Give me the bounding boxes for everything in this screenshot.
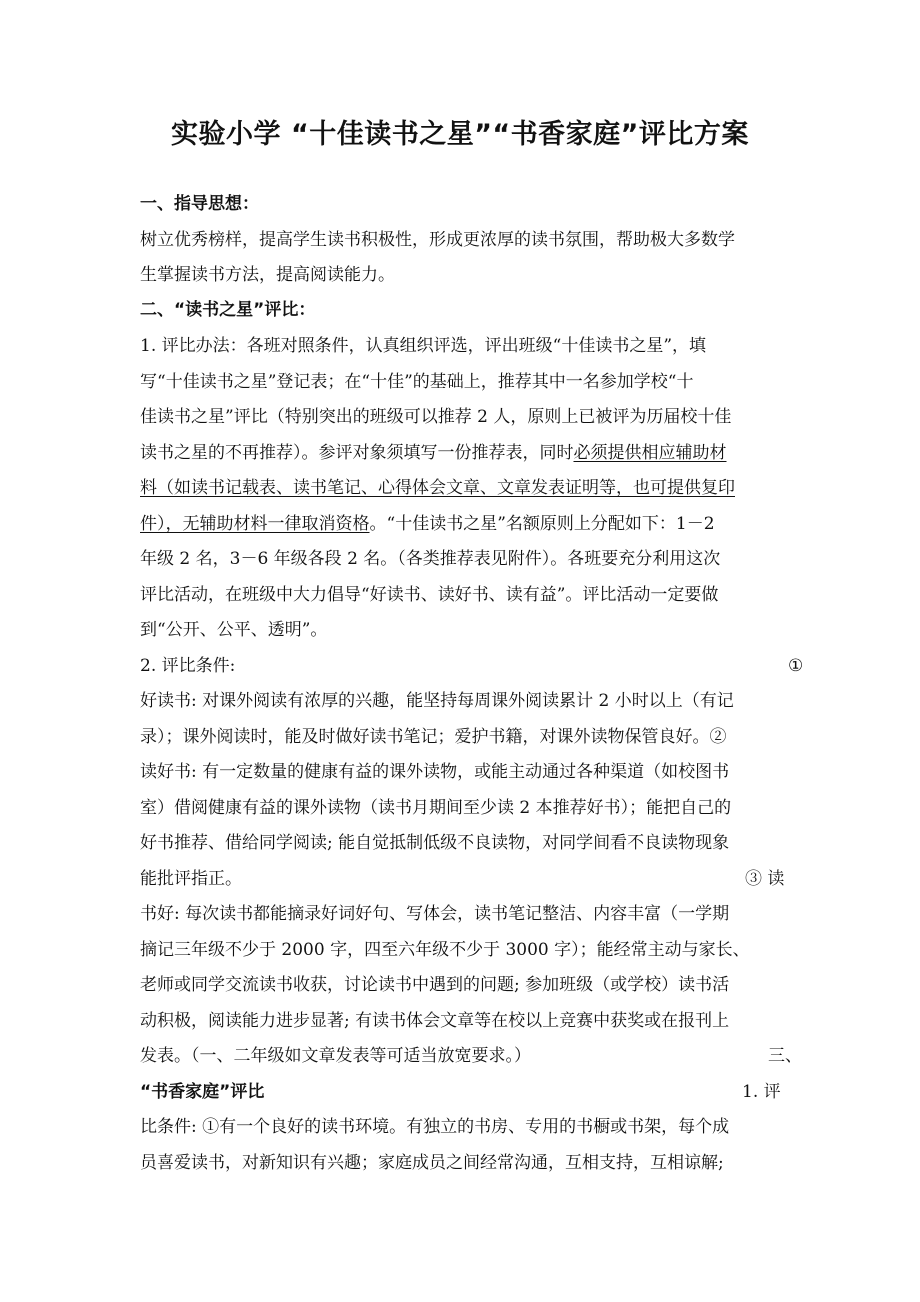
paragraph-line: 写“十佳读书之星”登记表；在“十佳”的基础上，推荐其中一名参加学校“十 (140, 372, 694, 392)
paragraph-line: 书好: 每次读书都能摘录好词好句、写体会，读书笔记整洁、内容丰富（一学期 (140, 904, 730, 924)
paragraph-line: 摘记三年级不少于 2000 字，四至六年级不少于 3000 字）；能经常主动与家长、 (140, 940, 750, 960)
underlined-requirement: 料（如读书记载表、读书笔记、心得体会文章、文章发表证明等，也可提供复印 (140, 478, 735, 498)
paragraph-line: 比条件: ①有一个良好的读书环境。有独立的书房、专用的书橱或书架，每个成 (140, 1117, 730, 1137)
paragraph-line: 树立优秀榜样，提高学生读书积极性，形成更浓厚的读书氛围，帮助极大多数学 (140, 230, 735, 250)
paragraph-line: 能批评指正。 (140, 869, 242, 889)
underlined-requirement: 件），无辅助材料一律取消资格 (140, 514, 370, 534)
paragraph-line: 1. 评比办法：各班对照条件，认真组织评选，评出班级“十佳读书之星”，填 (140, 336, 707, 356)
paragraph-line: 动积极，阅读能力进步显著; 有读书体会文章等在校以上竞赛中获奖或在报刊上 (140, 1011, 730, 1031)
paragraph-line: 员喜爱读书，对新知识有兴趣；家庭成员之间经常沟通，互相支持，互相谅解; (140, 1153, 724, 1173)
section-heading-guiding-thought: 一、指导思想： (140, 194, 259, 214)
section-number: 三、 (768, 1046, 802, 1066)
underlined-requirement: 必须提供相应辅助材 (573, 443, 727, 463)
paragraph-line: 生掌握读书方法，提高阅读能力。 (140, 265, 395, 285)
paragraph-line: 老师或同学交流读书收获，讨论读书中遇到的问题; 参加班级（或学校）读书活 (140, 975, 730, 995)
paragraph-line (140, 443, 727, 463)
paragraph-line: 读好书: 有一定数量的健康有益的课外读物，或能主动通过各种渠道（如校图书 (140, 762, 730, 782)
list-marker: 1. 评 (742, 1082, 781, 1102)
section-heading-scholarly-family: “书香家庭”评比 (140, 1082, 265, 1102)
paragraph-line: 好书推荐、借给同学阅读; 能自觉抵制低级不良读物，对同学间看不良读物现象 (140, 833, 730, 853)
paragraph-line: 佳读书之星”评比（特别突出的班级可以推荐 2 人，原则上已被评为历届校十佳 (140, 407, 732, 427)
page-title: 实验小学 “十佳读书之星”“书香家庭”评比方案 (171, 119, 749, 150)
paragraph-line: 年级 2 名，3－6 年级各段 2 名。（各类推荐表见附件）。各班要充分利用这次 (140, 549, 721, 569)
list-marker: ③ 读 (745, 869, 785, 889)
section-heading-reading-star: 二、“读书之星”评比： (140, 300, 316, 320)
paragraph-line: 发表。（一、二年级如文章发表等可适当放宽要求。） (140, 1046, 531, 1066)
paragraph-line: 好读书: 对课外阅读有浓厚的兴趣，能坚持每周课外阅读累计 2 小时以上（有记 (140, 691, 734, 711)
paragraph-line: 室）借阅健康有益的课外读物（读书月期间至少读 2 本推荐好书）；能把自己的 (140, 798, 732, 818)
paragraph-line: 录）；课外阅读时，能及时做好读书笔记；爱护书籍，对课外读物保管良好。② (140, 727, 727, 747)
paragraph-line (140, 514, 715, 534)
list-marker: ① (788, 656, 804, 676)
paragraph-line: 2. 评比条件: (140, 656, 236, 676)
text-span: 。“十佳读书之星”名额原则上分配如下：1－2 (369, 514, 715, 534)
text-span: 读书之星的不再推荐）。参评对象须填写一份推荐表，同时 (140, 443, 574, 463)
paragraph-line: 评比活动，在班级中大力倡导“好读书、读好书、读有益”。评比活动一定要做 (140, 585, 719, 605)
paragraph-line: 到“公开、公平、透明”。 (140, 620, 328, 640)
